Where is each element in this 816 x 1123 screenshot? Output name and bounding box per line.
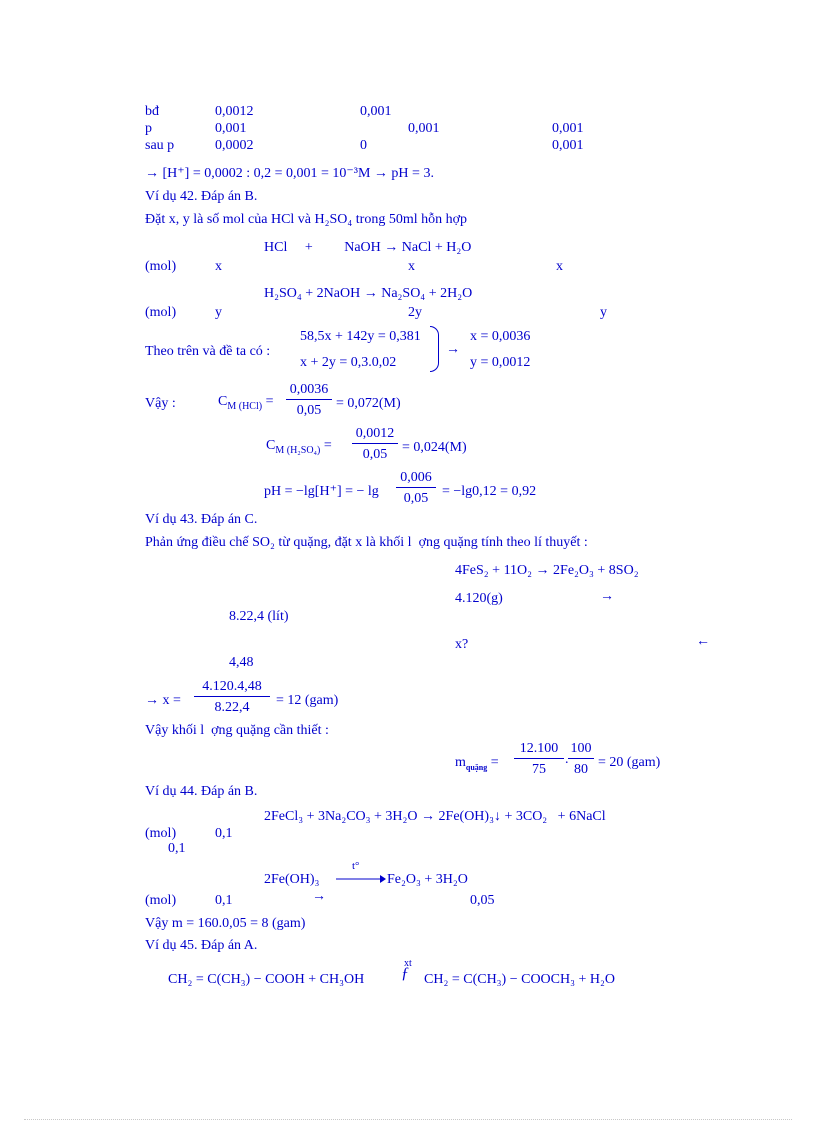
ph-result-line: → [H⁺] = 0,0002 : 0,2 = 0,001 = 10⁻³M → pH = 3. bbox=[145, 166, 434, 181]
ex43-x-result: = 12 (gam) bbox=[276, 693, 339, 708]
row-bd-c1: 0,0012 bbox=[215, 104, 254, 119]
ex43-need-line: Vậy khối l ợng quặng cần thiết : bbox=[145, 723, 329, 738]
ex43-x-lhs: → x = bbox=[145, 693, 181, 708]
row-sau-c1: 0,0002 bbox=[215, 138, 254, 153]
ex43-arrow-left: ← bbox=[696, 634, 710, 649]
ex42-c2-lhs: $C_{M (H_2SO_4)}$ = bbox=[266, 438, 332, 456]
ex42-x-b: x bbox=[408, 259, 415, 274]
ex43-m-fraction-1: 12.100 75 bbox=[514, 740, 564, 778]
ex42-reaction-1: HCl + NaOH → NaCl + H₂O bbox=[264, 240, 472, 255]
page-bottom-divider bbox=[24, 1119, 792, 1120]
ex43-arrow-right: → bbox=[600, 589, 614, 604]
ex42-c2-fraction: 0,0012 0,05 bbox=[352, 425, 398, 463]
ex42-mol-1: (mol) bbox=[145, 259, 177, 274]
ex42-ph-fraction: 0,006 0,05 bbox=[396, 469, 436, 507]
ex42-ph-result: = −lg0,12 = 0,92 bbox=[442, 484, 537, 499]
row-p-label: p bbox=[145, 121, 152, 136]
ex44-val-1: 0,1 bbox=[215, 826, 233, 841]
ex44-reaction-2-right: Fe₂O₃ + 3H₂O bbox=[387, 872, 468, 887]
ex42-c1-fraction: 0,0036 0,05 bbox=[286, 381, 332, 419]
ex42-system-label: Theo trên và đề ta có : bbox=[145, 344, 271, 359]
ex42-sol1: x = 0,0036 bbox=[470, 329, 531, 344]
ex44-mol-1: (mol) bbox=[145, 826, 177, 841]
ex43-m-dot: . bbox=[565, 752, 569, 767]
row-sau-c4: 0,001 bbox=[552, 138, 584, 153]
ex44-arrow: → bbox=[312, 889, 326, 904]
ex44-reaction-1: 2FeCl₃ + 3Na₂CO₃ + 3H₂O → 2Fe(OH)₃↓ + 3CO₂ + 6NaCl bbox=[264, 809, 606, 824]
row-p-c3: 0,001 bbox=[408, 121, 440, 136]
ex45-xt: xt bbox=[404, 958, 412, 969]
ex42-reaction-2: H₂SO₄ + 2NaOH → Na₂SO₄ + 2H₂O bbox=[264, 286, 473, 301]
ex42-intro: Đặt x, y là số mol của HCl và H₂SO₄ trong 50ml hỗn hợp bbox=[145, 212, 468, 227]
heat-arrow bbox=[336, 872, 386, 886]
ex42-x-a: x bbox=[215, 259, 222, 274]
ex42-title: Ví dụ 42. Đáp án B. bbox=[145, 189, 258, 204]
ex42-sol2: y = 0,0012 bbox=[470, 355, 531, 370]
ex44-t0: t° bbox=[352, 860, 360, 872]
ex44-reaction-2-left: 2Fe(OH)₃ bbox=[264, 872, 320, 887]
ex45-reaction-right: CH₂ = C(CH₃) − COOCH₃ + H₂O bbox=[424, 972, 615, 987]
ex45-reaction-left: CH₂ = C(CH₃) − COOH + CH₃OH bbox=[168, 972, 365, 987]
ex42-vay: Vậy : bbox=[145, 396, 176, 411]
ex42-y-c: y bbox=[600, 305, 607, 320]
ex43-m-fraction-2: 100 80 bbox=[568, 740, 594, 778]
ex42-x-c: x bbox=[556, 259, 563, 274]
ex42-eq2: x + 2y = 0,3.0,02 bbox=[300, 355, 397, 370]
system-brace bbox=[430, 326, 439, 372]
ex42-eq1: 58,5x + 142y = 0,381 bbox=[300, 329, 421, 344]
ex45-equilibrium: ƒ bbox=[401, 965, 409, 982]
ex42-c2-result: = 0,024(M) bbox=[402, 440, 467, 455]
ex43-title: Ví dụ 43. Đáp án C. bbox=[145, 512, 258, 527]
ex43-volume-2: 4,48 bbox=[229, 655, 254, 670]
row-bd-c2: 0,001 bbox=[360, 104, 392, 119]
ex42-c1-result: = 0,072(M) bbox=[336, 396, 401, 411]
ex42-mol-2: (mol) bbox=[145, 305, 177, 320]
ex43-x-fraction: 4.120.4,48 8.22,4 bbox=[194, 678, 270, 716]
ex44-result: Vậy m = 160.0,05 = 8 (gam) bbox=[145, 916, 306, 931]
ex43-intro: Phản ứng điều chế SO₂ từ quặng, đặt x là khối l ợng quặng tính theo lí thuyết : bbox=[145, 535, 588, 550]
row-sau-c2: 0 bbox=[360, 138, 367, 153]
ex45-title: Ví dụ 45. Đáp án A. bbox=[145, 938, 258, 953]
ex43-m-lhs: $m_{quặng}$ = bbox=[455, 755, 499, 772]
ex44-val-4: 0,05 bbox=[470, 893, 495, 908]
row-p-c4: 0,001 bbox=[552, 121, 584, 136]
ex44-mol-2: (mol) bbox=[145, 893, 177, 908]
ex43-m-result: = 20 (gam) bbox=[598, 755, 661, 770]
ex44-val-2: 0,1 bbox=[168, 841, 186, 856]
ex43-reaction: 4FeS₂ + 11O₂ → 2Fe₂O₃ + 8SO₂ bbox=[455, 563, 639, 578]
ex43-x-question: x? bbox=[455, 637, 469, 652]
row-sau-label: sau p bbox=[145, 138, 175, 153]
ex43-mass-1: 4.120(g) bbox=[455, 591, 503, 606]
row-p-c1: 0,001 bbox=[215, 121, 247, 136]
ex42-ph-lhs: pH = −lg[H⁺] = − lg bbox=[264, 484, 379, 499]
ex43-volume-1: 8.22,4 (lít) bbox=[229, 609, 289, 624]
ex42-y-b: 2y bbox=[408, 305, 422, 320]
ex42-system-arrow: → bbox=[446, 342, 460, 357]
ex44-title: Ví dụ 44. Đáp án B. bbox=[145, 784, 258, 799]
ex44-val-3: 0,1 bbox=[215, 893, 233, 908]
ex42-c1-lhs: $C_{M (HCl)}$ = bbox=[218, 394, 274, 412]
row-bd-label: bđ bbox=[145, 104, 159, 119]
ex42-y-a: y bbox=[215, 305, 222, 320]
